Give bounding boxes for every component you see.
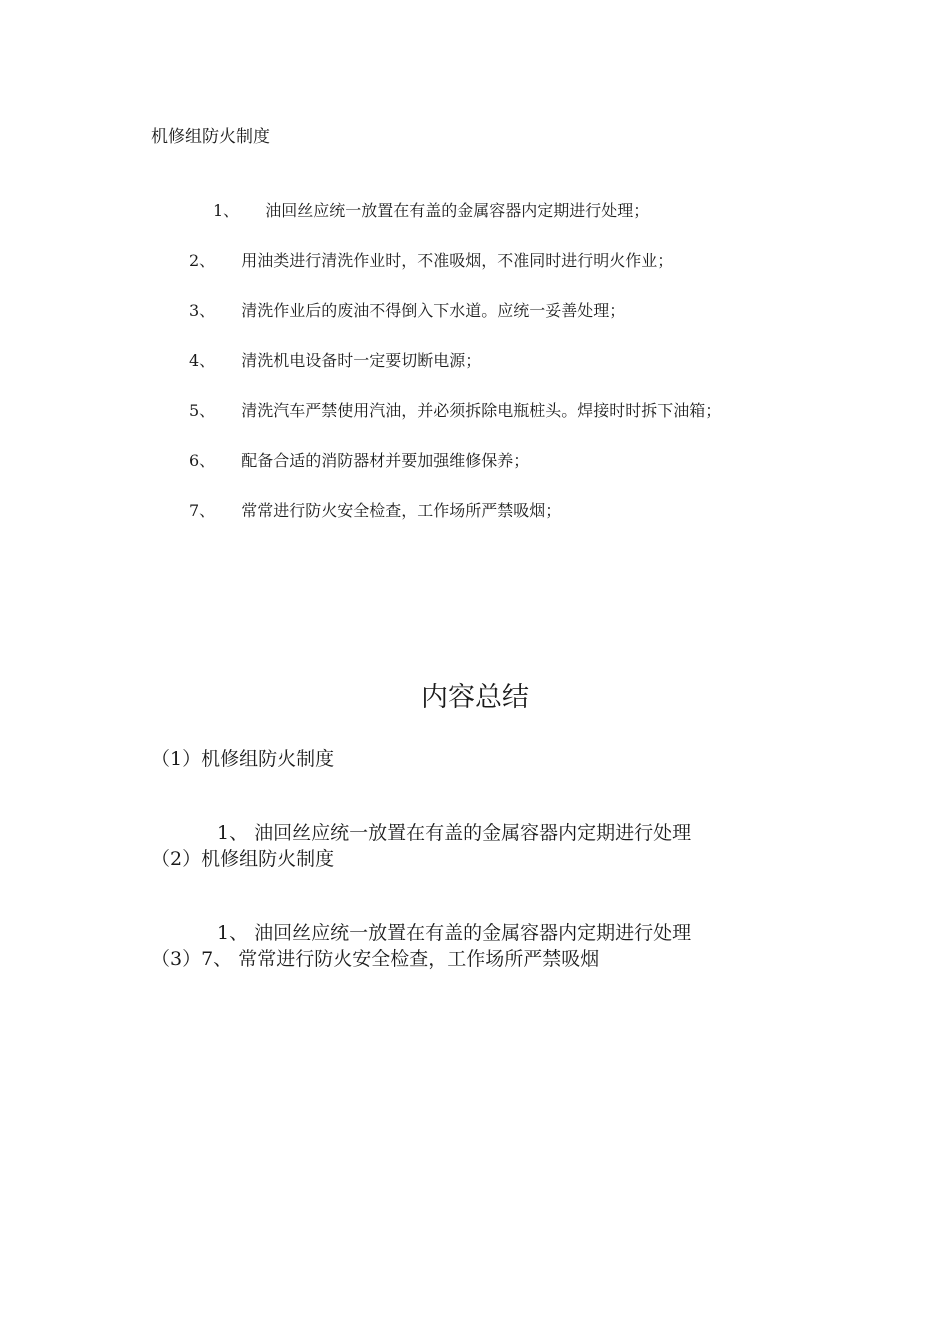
rule-item: [189, 350, 481, 372]
rule-number: 1、: [213, 201, 240, 220]
rule-number: 7、: [189, 501, 216, 520]
rule-item: [189, 300, 625, 322]
summary-item-label: （1）机修组防火制度: [151, 748, 335, 770]
rule-text: 清洗汽车严禁使用汽油，并必须拆除电瓶桩头。焊接时时拆下油箱；: [241, 401, 722, 420]
rule-number: 5、: [189, 401, 216, 420]
rule-item: [189, 400, 721, 422]
rule-text: 常常进行防火安全检查，工作场所严禁吸烟；: [241, 501, 562, 520]
rule-text: 用油类进行清洗作业时，不准吸烟，不准同时进行明火作业；: [241, 251, 674, 270]
rule-text: 油回丝应统一放置在有盖的金属容器内定期进行处理；: [265, 201, 650, 220]
rule-text: 清洗作业后的废油不得倒入下水道。应统一妥善处理；: [241, 301, 626, 320]
summary-item-detail: 1、 油回丝应统一放置在有盖的金属容器内定期进行处理: [217, 822, 692, 844]
rule-number: 3、: [189, 301, 216, 320]
summary-heading: 内容总结: [421, 682, 529, 713]
rule-text: 配备合适的消防器材并要加强维修保养；: [241, 451, 530, 470]
document-title: 机修组防火制度: [151, 127, 270, 147]
rule-item: [189, 450, 529, 472]
summary-item-label: （3）7、 常常进行防火安全检查，工作场所严禁吸烟: [151, 948, 600, 970]
rule-item: [189, 500, 561, 522]
rule-number: 4、: [189, 351, 216, 370]
rule-text: 清洗机电设备时一定要切断电源；: [241, 351, 482, 370]
summary-item-label: （2）机修组防火制度: [151, 848, 335, 870]
rule-item: [189, 250, 673, 272]
summary-item-detail: 1、 油回丝应统一放置在有盖的金属容器内定期进行处理: [217, 922, 692, 944]
rule-number: 6、: [189, 451, 216, 470]
rule-number: 2、: [189, 251, 216, 270]
rule-item: [213, 200, 649, 222]
